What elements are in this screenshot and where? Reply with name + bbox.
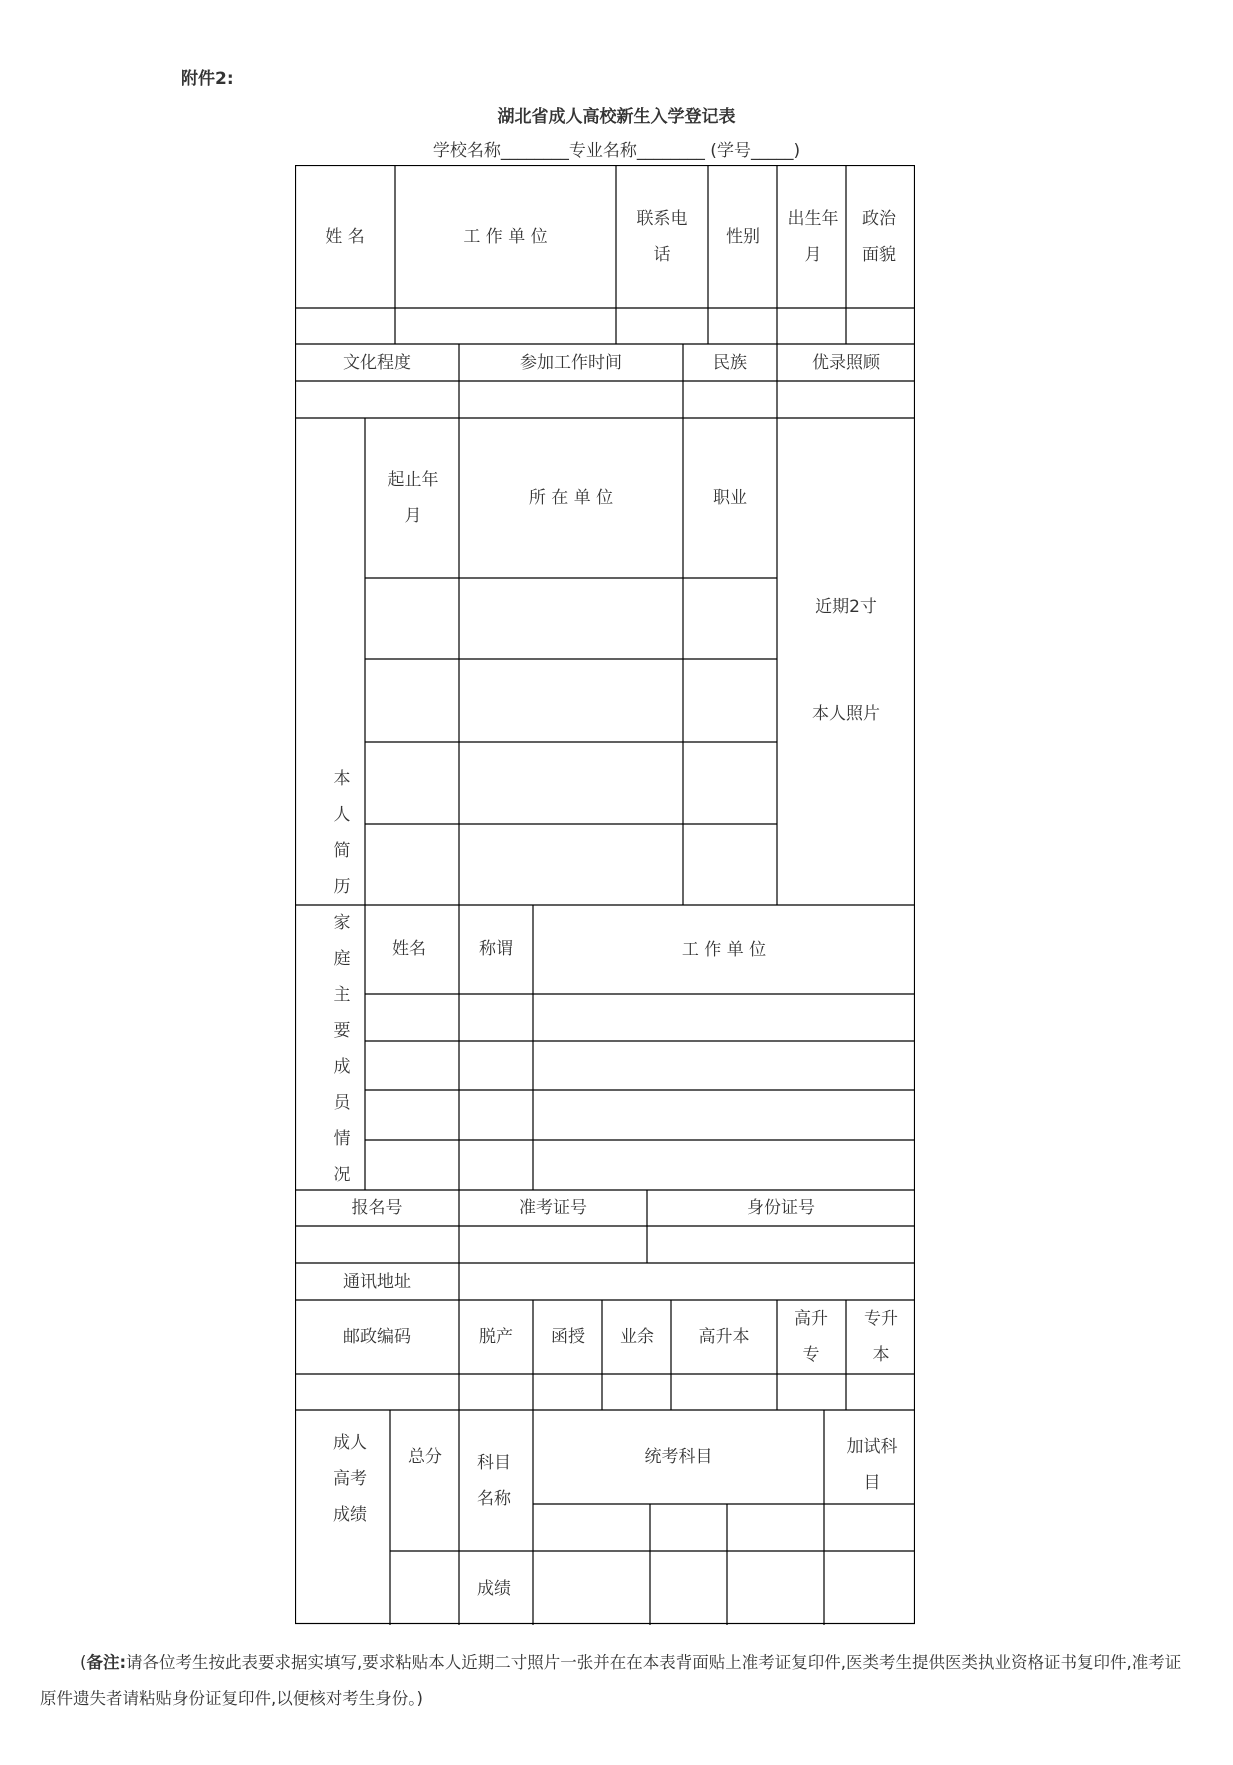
hs-to-college-header: 高升专 (794, 1309, 828, 1365)
college-to-bachelor-field[interactable] (846, 1374, 915, 1410)
correspondence-header: 函授 (551, 1327, 585, 1347)
extra-subjects-header: 加试科目 (846, 1437, 898, 1493)
form-title: 湖北省成人高校新生入学登记表 (497, 107, 736, 127)
work-start-header: 参加工作时间 (520, 352, 622, 373)
part-time-field[interactable] (602, 1374, 671, 1410)
political-status-field[interactable] (846, 308, 915, 344)
photo-label-line2: 本人照片 (812, 704, 880, 724)
resume-section-label: 本人简历 (333, 769, 351, 897)
adult-exam-scores-label: 成人高考成绩 (333, 1433, 367, 1525)
gender-field[interactable] (708, 308, 777, 344)
preferential-header: 优录照顾 (812, 352, 880, 373)
ethnicity-header: 民族 (713, 352, 747, 373)
education-header: 文化程度 (343, 352, 411, 373)
registration-number-field[interactable] (295, 1226, 459, 1263)
hs-to-bachelor-field[interactable] (671, 1374, 777, 1410)
work-unit-field[interactable] (395, 308, 616, 344)
political-status-header: 政治面貌 (862, 208, 896, 265)
preferential-field[interactable] (777, 381, 915, 418)
birth-date-field[interactable] (777, 308, 846, 344)
postcode-header: 邮政编码 (343, 1327, 411, 1347)
family-work-unit-header: 工 作 单 位 (681, 939, 767, 960)
name-field[interactable] (295, 308, 395, 344)
id-number-field[interactable] (647, 1226, 915, 1263)
hs-to-bachelor-header: 高升本 (698, 1327, 750, 1347)
footnote-label: 备注: (86, 1653, 127, 1672)
footnote-open-paren: ( (80, 1653, 87, 1672)
phone-header: 联系电话 (636, 209, 688, 265)
work-start-field[interactable] (459, 381, 683, 418)
gender-header: 性别 (726, 227, 760, 247)
subject-name-header: 科目名称 (477, 1452, 511, 1509)
name-header: 姓 名 (325, 226, 365, 247)
score-row-header: 成绩 (477, 1579, 511, 1599)
phone-field[interactable] (616, 308, 708, 344)
full-time-field[interactable] (459, 1374, 533, 1410)
admission-ticket-field[interactable] (459, 1226, 647, 1263)
hs-to-college-field[interactable] (777, 1374, 846, 1410)
education-field[interactable] (295, 381, 459, 418)
admission-ticket-header: 准考证号 (519, 1198, 587, 1218)
registration-number-header: 报名号 (351, 1198, 403, 1218)
full-time-header: 脱产 (479, 1327, 513, 1347)
total-score-header: 总分 (408, 1447, 442, 1467)
part-time-header: 业余 (620, 1327, 654, 1347)
address-header: 通讯地址 (343, 1271, 411, 1292)
birth-date-header: 出生年月 (787, 209, 839, 265)
unified-subjects-header: 统考科目 (644, 1447, 713, 1467)
work-unit-header: 工 作 单 位 (463, 226, 548, 247)
period-header: 起止年月 (387, 470, 439, 526)
footnote-text: 请各位考生按此表要求据实填写,要求粘贴本人近期二寸照片一张并在在本表背面贴上准考证复印件,医类考生提供医类执业资格证书复印件,准考证原件遗失者请粘贴身份证复印件,以便核对考生身份。) (40, 1653, 1182, 1708)
registration-form-table (295, 165, 915, 1625)
college-to-bachelor-header: 专升本 (864, 1309, 898, 1365)
postcode-field[interactable] (295, 1374, 459, 1410)
attachment-label: 附件2: (181, 69, 234, 89)
family-name-header: 姓名 (392, 939, 426, 959)
family-section-label: 家庭主要成员情况 (333, 913, 351, 1185)
unit-header: 所 在 单 位 (528, 488, 614, 508)
footnote (40, 1645, 1190, 1717)
correspondence-field[interactable] (533, 1374, 602, 1410)
ethnicity-field[interactable] (683, 381, 777, 418)
form-subtitle: 学校名称________专业名称________ (学号_____) (432, 141, 801, 161)
id-number-header: 身份证号 (747, 1198, 815, 1218)
photo-label-line1: 近期2寸 (815, 597, 877, 617)
address-field[interactable] (459, 1263, 915, 1300)
family-relation-header: 称谓 (479, 939, 513, 959)
job-header: 职业 (713, 488, 747, 508)
